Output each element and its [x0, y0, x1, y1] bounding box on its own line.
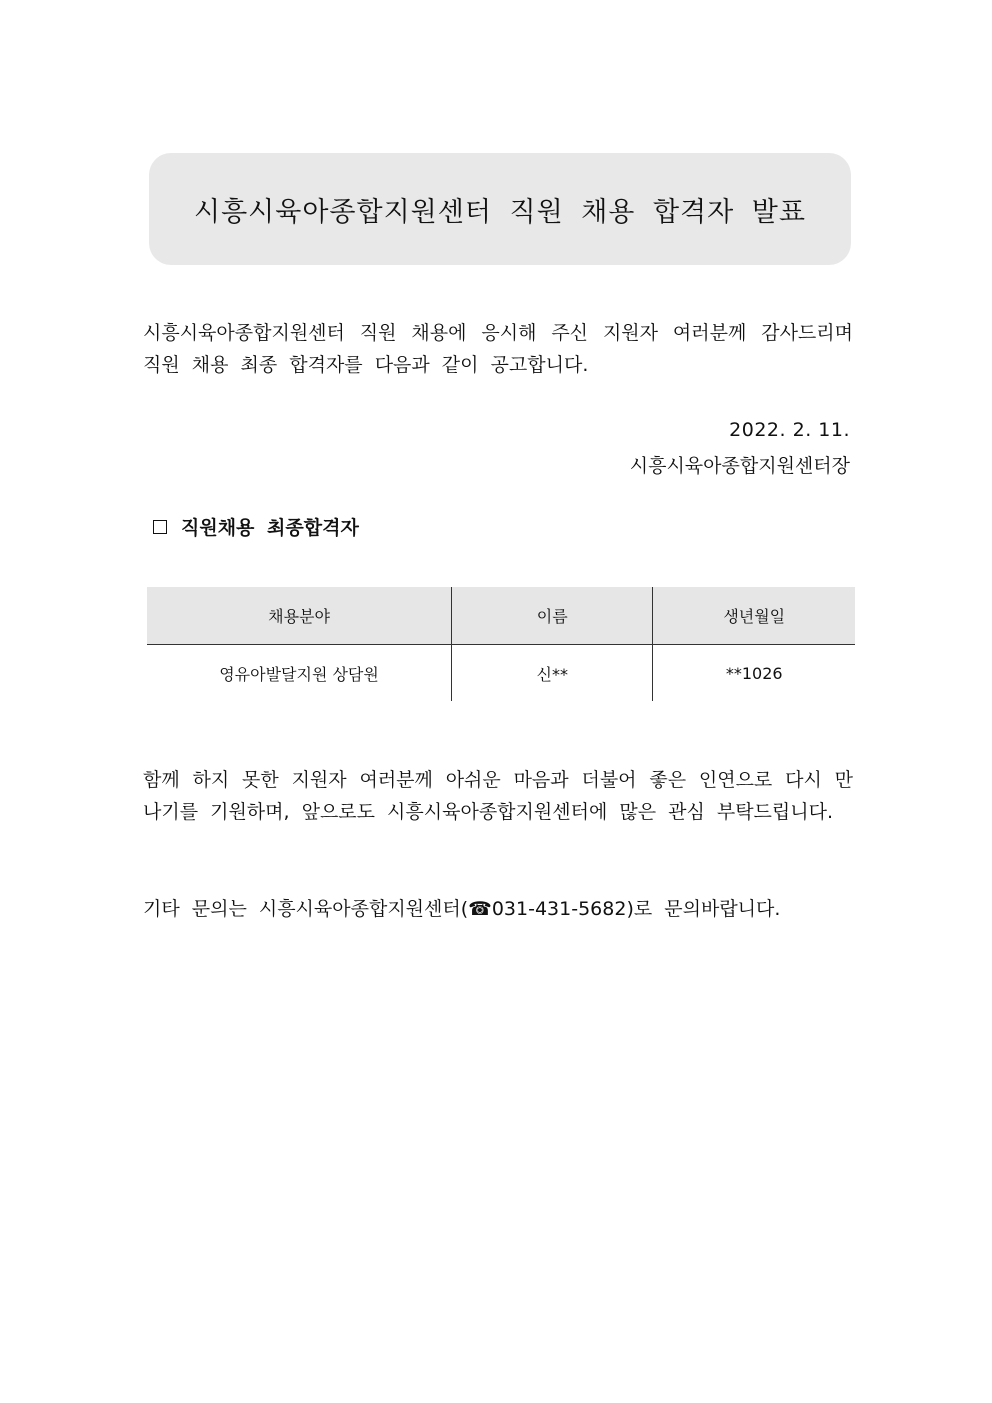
- announcement-date: 2022. 2. 11.: [729, 419, 850, 441]
- page-title: 시흥시육아종합지원센터 직원 채용 합격자 발표: [194, 196, 806, 228]
- cell-birthdate: **1026: [653, 645, 855, 702]
- closing-paragraph: 함께 하지 못한 지원자 여러분께 아쉬운 마음과 더불어 좋은 인연으로 다시 만나기를 기원하며, 앞으로도 시흥시육아종합지원센터에 많은 관심 부탁드립니다.: [143, 769, 853, 823]
- section-heading-text: 직원채용 최종합격자: [181, 517, 359, 539]
- table-header-row: [147, 587, 855, 645]
- column-header-name: 이름: [452, 587, 653, 645]
- intro-paragraph: 시흥시육아종합지원센터 직원 채용에 응시해 주신 지원자 여러분께 감사드리며 직원 채용 최종 합격자를 다음과 같이 공고합니다.: [143, 322, 853, 376]
- section-heading: [153, 513, 359, 540]
- cell-field: 영유아발달지원 상담원: [219, 664, 379, 684]
- result-table: [147, 587, 855, 701]
- column-header-birthdate: 생년월일: [653, 587, 855, 645]
- contact-prefix: 기타 문의는 시흥시육아종합지원센터(: [143, 898, 469, 920]
- table-row: [147, 645, 855, 702]
- title-banner: [149, 153, 851, 265]
- phone-icon: ☎: [468, 898, 492, 920]
- cell-name: 신**: [452, 645, 653, 702]
- column-header-field: 채용분야: [147, 587, 452, 645]
- signer-name: 시흥시육아종합지원센터장: [629, 455, 850, 477]
- contact-phone: 031-431-5682: [491, 898, 627, 920]
- contact-suffix: )로 문의바랍니다.: [626, 898, 781, 920]
- checkbox-icon: [153, 520, 167, 534]
- contact-paragraph: [143, 893, 853, 925]
